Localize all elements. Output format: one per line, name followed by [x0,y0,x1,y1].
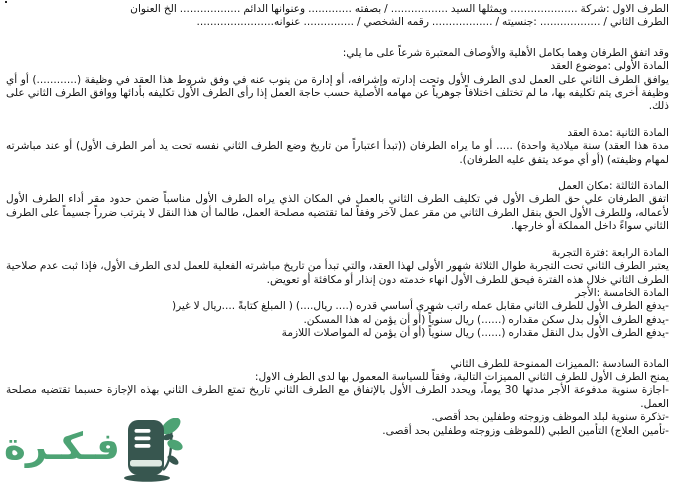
article-5-title: المادة الخامسة :الأجر [575,286,669,299]
article-4-title: المادة الرابعة :فترة التجربة [551,246,669,259]
fikra-logo [4,418,183,482]
article-5-bullet-salary: -يدفع الطرف الأول للطرف الثاني مقابل عمله راتب شهري أساسي قدره (.... ريال....) ( المبلغ كتابةً ....ريال لا غير( [171,300,669,313]
article-3-body: اتفق الطرفان علي حق الطرف الأول في تكليف الطرف الثاني بالعمل في المكان الذي يراه الطرف الأول مناسباً ضمن حدود مقر أداء الطرف الأول لأعماله، وللطرف الأول الحق بنقل الطرف الثاني من مقر عمل لآخر وفقاً لما تقتضيه مصلحة العمل، طالما أن هذا النقل لا يترتب ضرراً جسيماً على الطرف الثاني سواءً داخل المملكة أو خارجها. [6,193,669,233]
article-6-lead: يمنح الطرف الأول للطرف الثاني المميزات التالية، وفقاً للسياسة المعمول بها لدى الطرف الاول: [254,370,669,383]
article-2 [6,127,669,167]
article-1 [6,60,669,114]
article-4 [6,247,669,287]
party-two-line: الطرف الثاني / .................. :جنسيته / .................. رقمه الشخصي / ............... عنوانه....................... [196,16,669,29]
article-6-title: المادة السادسة :المميزات الممنوحة للطرف الثاني [450,357,669,370]
party-one-line: الطرف الاول :شركة .................... ويمثلها السيد ................. / بصفته ............. وعنوانها الدائم .................. الخ العنوان [130,3,669,15]
fikra-logo-text: فـكـرة [4,424,120,468]
article-1-body: يوافق الطرف الثاني على العمل لدى الطرف الأول وتحت إدارته وإشرافه، أو إدارة من ينوب عنه في وفق شروط هذا العقد في وظيفة (............) أو أي وظيفة أخرى يتم تكليفه بها، ما لم تختلف اختلافاً جوهرياً عن مهامه الأصلية حسب حاجة العمل إذا رأى الطرف الأول تكليفه بأدائها ووافق الطرف الثاني على ذلك. [6,73,669,113]
article-6-bullet-insurance: -تأمين العلاج) التأمين الطبي (للموظف وزوجته وطفلين بحد أقصى. [382,424,669,437]
article-5-bullet-transport: -يدفع الطرف الأول بدل النقل مقداره (......) ريال سنوياً (أو أن يؤمن له المواصلات اللازمة [281,327,669,340]
corner-mark: . [4,0,9,6]
article-2-title: المادة الثانية :مدة العقد [567,126,669,139]
article-2-body: مدة هذا العقد) سنة ميلادية واحدة) ..... أو ما يراه الطرفان ((تبدأ اعتباراً من تاريخ وضع الطرف الثاني نفسه تحت يد أمر الطرف الأول) أو عند مباشرته لمهام وظيفته) (أو أي موعد يتفق عليه الطرفان). [6,140,669,166]
book-plant-icon [121,418,183,482]
article-4-body: يعتبر الطرف الثاني تحت التجربة طوال الثلاثة شهور الأولى لهذا العقد، والتي تبدأ من تاريخ مباشرته الفعلية للعمل لدى الطرف الأول، فإذا ثبت عدم صلاحية الطرف الثاني خلال هذه الفترة فيحق للطرف الأول انهاء خدمته دون إنذار أو مكافئة أو تعويض. [6,260,669,286]
article-5-bullet-housing: -يدفع الطرف الأول بدل سكن مقداره (......) ريال سنوياً (أو أن يؤمن له هذا المسكن. [303,313,669,326]
article-3-title: المادة الثالثة :مكان العمل [558,180,669,193]
agreement-intro: وقد اتفق الطرفان وهما بكامل الأهلية والأوصاف المعتبرة شرعاً على ما يلي: [342,46,669,59]
article-6-bullet-ticket: -تذكرة سنوية لبلد الموظف وزوجته وطفلين بحد أقصى. [431,411,669,424]
article-6-bullet-vacation: -اجازة سنوية مدفوعة الأجر مدتها 30 يوماً، ويحدد الطرف الأول بالإتفاق مع الطرف الثاني تاريخ تمتع الطرف الثاني بهذه الإجازة حسبما تقتضيه مصلحة العمل. [6,384,669,410]
article-3 [6,180,669,234]
article-1-title: المادة الأولى :موضوع العقد [550,60,669,73]
article-5 [6,287,669,341]
